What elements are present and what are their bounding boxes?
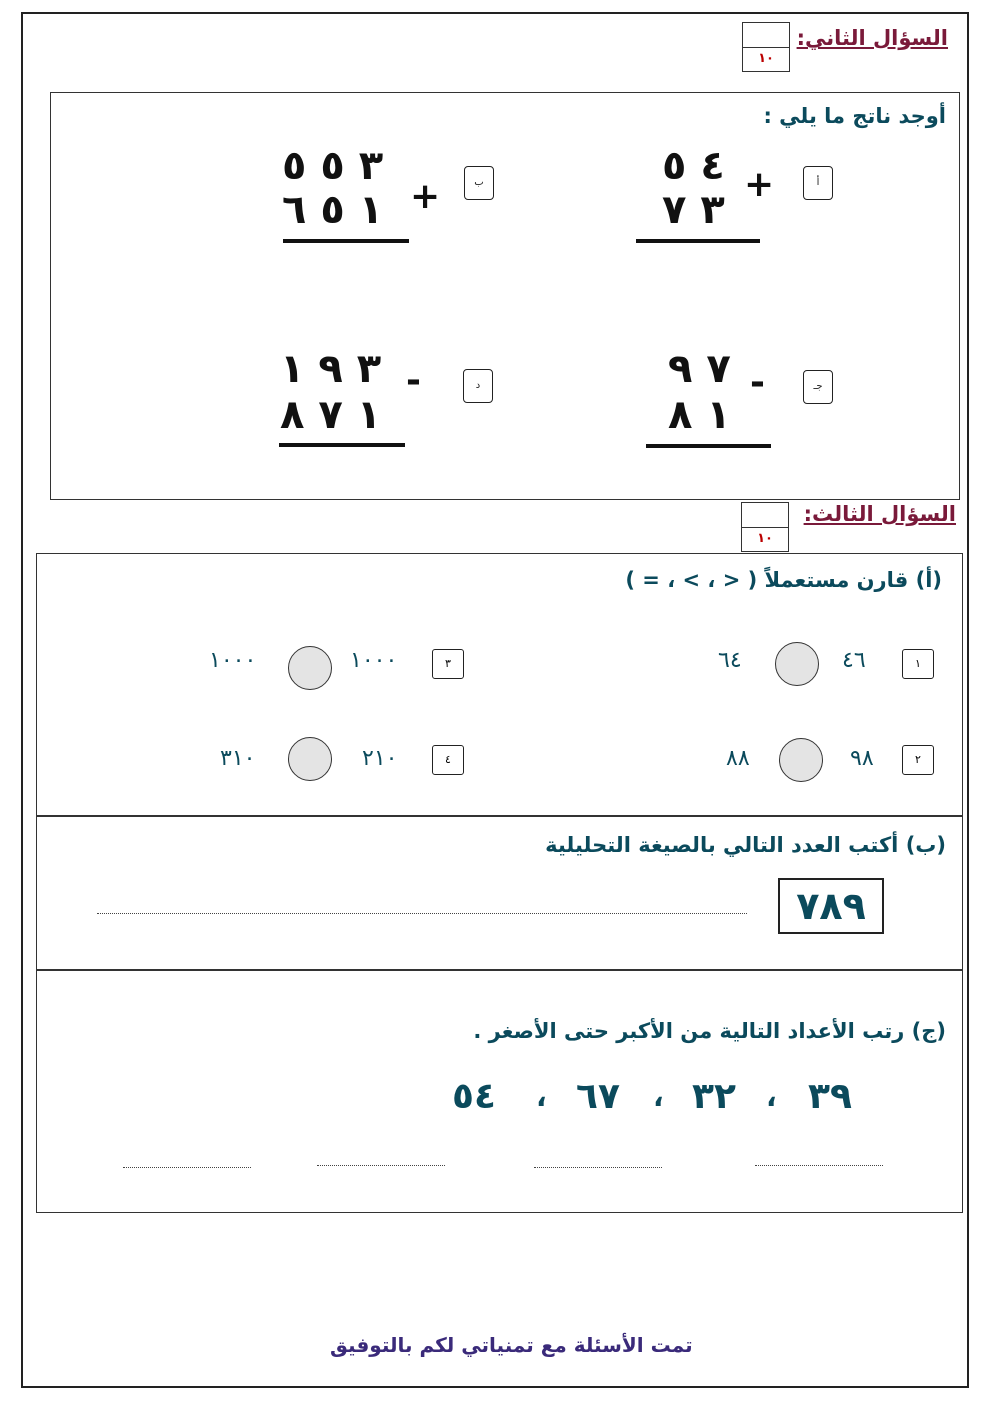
number-box bbox=[778, 878, 884, 934]
compare-1-circle[interactable] bbox=[775, 642, 819, 686]
problem-b-operator: + bbox=[410, 176, 441, 217]
compare-1-right: ٦٤ bbox=[718, 648, 742, 673]
compare-2-left: ٩٨ bbox=[850, 746, 874, 771]
compare-4-circle[interactable] bbox=[288, 737, 332, 781]
order-answer-3[interactable] bbox=[317, 1165, 445, 1166]
problem-d-underline bbox=[279, 443, 405, 447]
q2-score-box bbox=[742, 22, 790, 72]
compare-2-label: ٢ bbox=[902, 745, 934, 775]
compare-3-right: ١٠٠٠ bbox=[209, 648, 257, 673]
q2-instruction: أوجد ناتج ما يلي : bbox=[763, 104, 946, 128]
problem-a-underline bbox=[636, 239, 760, 243]
problem-a-top: ٤ ٥ bbox=[662, 143, 725, 189]
problem-c-label: جـ bbox=[803, 370, 833, 404]
q3-title: السؤال الثالث: bbox=[803, 502, 956, 526]
problem-b-bottom: ١ ٥ ٦ bbox=[282, 187, 384, 233]
order-number-3: ٦٧ bbox=[576, 1076, 620, 1117]
footer-text: تمت الأسئلة مع تمنياتي لكم بالتوفيق bbox=[330, 1333, 693, 1357]
order-number-2: ٣٢ bbox=[692, 1076, 736, 1117]
problem-d-top: ٣ ٩ ١ bbox=[280, 346, 382, 392]
problem-c-underline bbox=[646, 444, 771, 448]
order-answer-1[interactable] bbox=[755, 1165, 883, 1166]
problem-d-operator: - bbox=[406, 360, 421, 401]
compare-1-label: ١ bbox=[902, 649, 934, 679]
order-answer-2[interactable] bbox=[534, 1167, 662, 1168]
problem-a-bottom: ٣ ٧ bbox=[662, 187, 725, 233]
compare-2-circle[interactable] bbox=[779, 738, 823, 782]
problem-b-top: ٣ ٥ ٥ bbox=[282, 143, 384, 189]
order-number-1: ٣٩ bbox=[808, 1076, 852, 1117]
order-separator-1: ، bbox=[766, 1080, 777, 1113]
problem-a-operator: + bbox=[744, 164, 775, 205]
q3-score-box bbox=[741, 502, 789, 552]
problem-c-bottom: ١ ٨ bbox=[668, 392, 731, 438]
compare-4-left: ٢١٠ bbox=[362, 746, 398, 771]
problem-d-bottom: ١ ٧ ٨ bbox=[280, 392, 382, 438]
problem-d-label: د bbox=[463, 369, 493, 403]
q2-panel bbox=[50, 92, 960, 500]
compare-4-label: ٤ bbox=[432, 745, 464, 775]
compare-4-right: ٣١٠ bbox=[220, 746, 256, 771]
divider-b-c bbox=[37, 969, 962, 971]
q3-score: ١٠ bbox=[757, 531, 773, 546]
compare-1-left: ٤٦ bbox=[842, 648, 866, 673]
problem-c-operator: - bbox=[750, 362, 765, 403]
compare-3-circle[interactable] bbox=[288, 646, 332, 690]
q3-part-a-instruction: (أ) قارن مستعملاً ( < ، > ، = ) bbox=[625, 568, 942, 592]
order-number-4: ٥٤ bbox=[452, 1076, 496, 1117]
problem-c-top: ٧ ٩ bbox=[668, 346, 731, 392]
part-b-answer-line[interactable] bbox=[97, 913, 747, 914]
compare-3-left: ١٠٠٠ bbox=[350, 648, 398, 673]
order-answer-4[interactable] bbox=[123, 1167, 251, 1168]
number-box-value: ٧٨٩ bbox=[796, 884, 866, 928]
problem-a-label: أ bbox=[803, 166, 833, 200]
q3-part-c-instruction: (ج) رتب الأعداد التالية من الأكبر حتى الأصغر . bbox=[473, 1019, 946, 1043]
problem-b-underline bbox=[283, 239, 409, 243]
order-separator-2: ، bbox=[653, 1080, 664, 1113]
order-separator-3: ، bbox=[536, 1080, 547, 1113]
q2-score: ١٠ bbox=[758, 51, 774, 66]
compare-2-right: ٨٨ bbox=[726, 746, 750, 771]
q2-title: السؤال الثاني: bbox=[796, 26, 948, 50]
divider-a-b bbox=[37, 815, 962, 817]
q3-part-b-instruction: (ب) أكتب العدد التالي بالصيغة التحليلية bbox=[545, 833, 946, 857]
problem-b-label: ب bbox=[464, 166, 494, 200]
compare-3-label: ٣ bbox=[432, 649, 464, 679]
